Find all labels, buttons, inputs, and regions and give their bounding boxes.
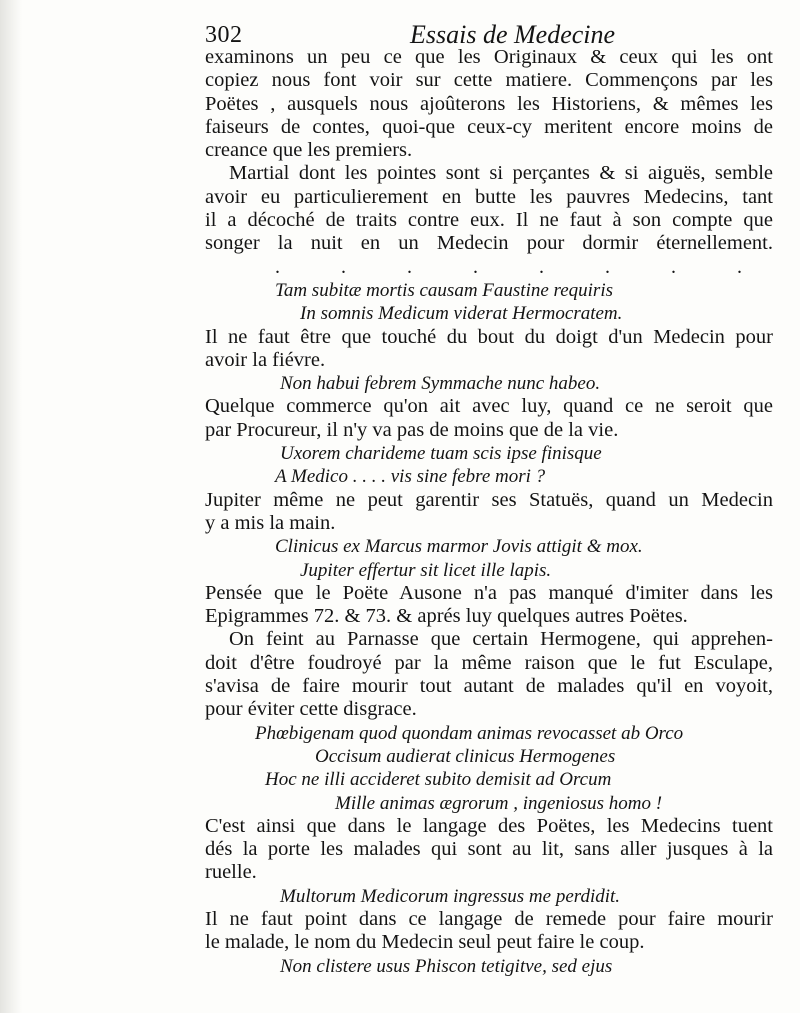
text-line: copiez nous font voir sur cette matiere. Commençons par les [205,69,773,92]
verse-line: In somnis Medicum viderat Hermocratem. [300,303,623,325]
text-line: songer la nuit en un Medecin pour dormir éternellement. [205,232,773,255]
verse-line: Tam subitæ mortis causam Faustine requiris [275,279,613,301]
text-line: Epigrammes 72. & 73. & aprés luy quelques autres Poëtes. [205,605,688,628]
verse-line: Occisum audierat clinicus Hermogenes [315,745,616,767]
verse-line: Jupiter effertur sit licet ille lapis. [300,559,552,581]
body-text [205,46,773,978]
text-line: Poëtes , ausquels nous ajoûterons les Historiens, & mêmes les [205,92,773,115]
text-line: Martial dont les pointes sont si perçantes & si aiguës, semble [229,162,773,185]
text-line: Jupiter même ne peut garentir ses Statuës, quand un Medecin [205,488,773,511]
text-line: C'est ainsi que dans le langage des Poëtes, les Medecins tuent [205,814,773,837]
ellipsis-line: . . . . . . . . [275,255,770,278]
text-line: pour éviter cette disgrace. [205,698,417,721]
text-line: Pensée que le Poëte Ausone n'a pas manqué d'imiter dans les [205,581,773,604]
text-line: le malade, le nom du Medecin seul peut faire le coup. [205,931,645,954]
verse-line: Multorum Medicorum ingressus me perdidit. [280,885,621,907]
verse-line: Uxorem charideme tuam scis ipse finisque [280,443,602,465]
text-line: Quelque commerce qu'on ait avec luy, quand ce ne seroit que [205,395,773,418]
page-gutter-shadow [0,0,22,1013]
text-line: doit d'être foudroyé par la même raison que le fut Esculape, [205,651,773,674]
verse-line: A Medico . . . . vis sine febre mori ? [275,466,546,488]
text-line: avoir la fiévre. [205,348,326,371]
text-line: faiseurs de contes, quoi-que ceux-cy meritent encore moins de [205,115,773,138]
running-title: Essais de Medecine [410,20,616,49]
page-number: 302 [205,22,243,48]
text-line: Il ne faut être que touché du bout du doigt d'un Medecin pour [205,325,773,348]
text-line: On feint au Parnasse que certain Hermogene, qui apprehen- [229,628,773,651]
verse-line: Non habui febrem Symmache nunc habeo. [280,373,601,395]
text-line: il a décoché de traits contre eux. Il ne faut à son compte que [205,209,773,232]
text-line: Il ne faut point dans ce langage de remede pour faire mourir [205,907,773,930]
text-line: dés la porte les malades qui sont au lit, sans aller jusques à la [205,838,773,861]
text-line: y a mis la main. [205,511,336,534]
text-line: avoir eu particulierement en butte les pauvres Medecins, tant [205,185,773,208]
text-line: creance que les premiers. [205,139,413,162]
text-line: examinons un peu ce que les Originaux & ceux qui les ont [205,46,773,68]
verse-line: Non clistere usus Phiscon tetigitve, sed ejus [280,955,613,977]
verse-line: Mille animas ægrorum , ingeniosus homo ! [335,792,663,814]
text-line: par Procureur, il n'y va pas de moins que de la vie. [205,418,619,441]
verse-line: Phœbigenam quod quondam animas revocasset ab Orco [255,722,684,744]
verse-line: Hoc ne illi accideret subito demisit ad Orcum [265,769,612,791]
text-line: s'avisa de faire mourir tout autant de malades qu'il en voyoit, [205,675,773,698]
verse-line: Clinicus ex Marcus marmor Jovis attigit & mox. [275,536,643,558]
text-line: ruelle. [205,861,257,884]
